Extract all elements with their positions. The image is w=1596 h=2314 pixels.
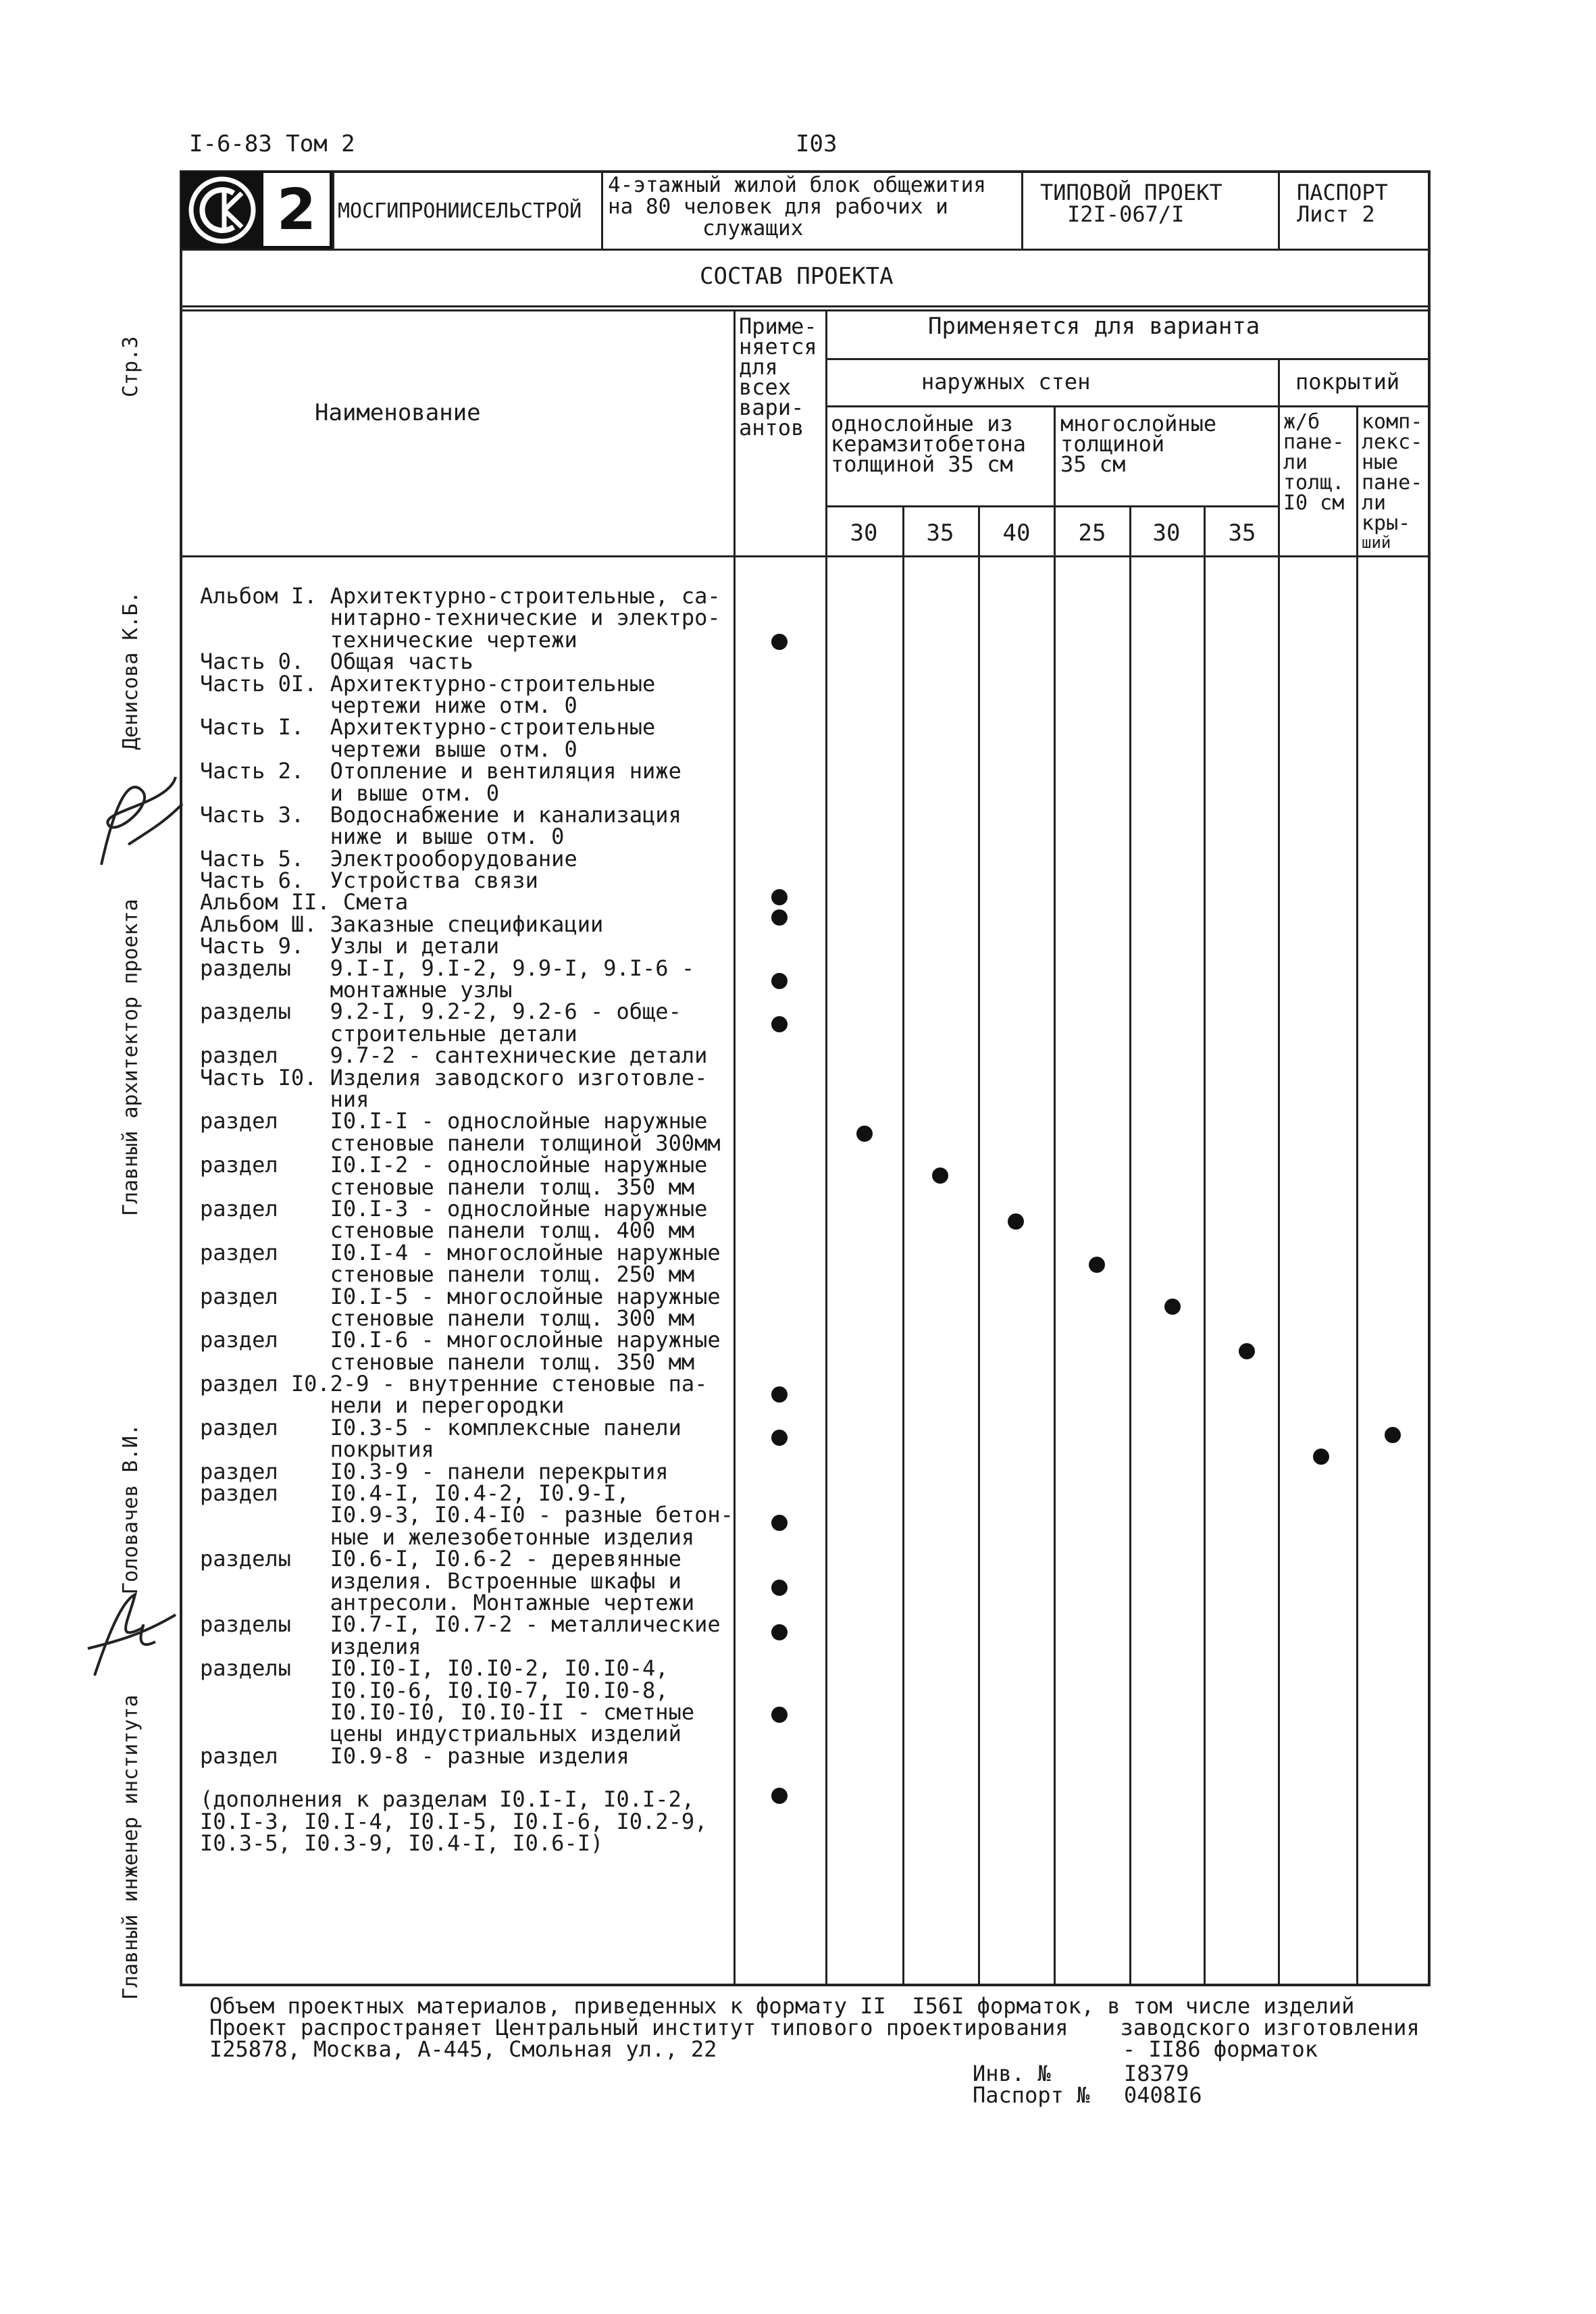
list-item: I0.9-3, I0.4-I0 - разные бетон- [200, 1502, 733, 1528]
list-item: и выше отм. 0 [200, 780, 500, 806]
list-item: ниже и выше отм. 0 [200, 824, 565, 850]
list-item: разделы 9.2-I, 9.2-2, 9.2-6 - обще- [200, 999, 681, 1025]
marker-coverings-complex [1385, 1427, 1401, 1443]
marker-sections-9-2 [771, 1016, 788, 1032]
complex-panels-header-4: пане- [1362, 471, 1423, 495]
marker-section-10-2-9 [771, 1386, 788, 1403]
list-item: стеновые панели толщ. 400 мм [200, 1217, 695, 1244]
passport-label: Паспорт № [973, 2082, 1090, 2108]
list-item: раздел I0.2-9 - внутренние стеновые па- [200, 1371, 708, 1397]
list-item: технические чертежи [200, 626, 577, 653]
list-item: раздел I0.I-I - однослойные наружные [200, 1108, 708, 1134]
list-item: стеновые панели толщиной 300мм [200, 1130, 721, 1156]
list-item: изделия [200, 1633, 421, 1659]
outer-walls-header: наружных стен [921, 369, 1091, 395]
marker-section-10-1-2 [932, 1167, 948, 1184]
list-item: изделия. Встроенные шкафы и [200, 1567, 681, 1594]
variant-value-30: 30 [850, 520, 878, 547]
engineer-signature [74, 1588, 182, 1682]
all-variants-header-2: няется [739, 334, 817, 359]
footer-formats: - II86 форматок [1123, 2036, 1318, 2062]
inventory-label: Инв. № [973, 2061, 1051, 2086]
margin-chief-engineer: Главный инженер института [119, 1694, 143, 2000]
marker-album-3 [771, 909, 788, 926]
object-line-3: служащих [702, 216, 804, 241]
list-item: цены индустриальных изделий [200, 1721, 681, 1747]
document-type: ПАСПОРТ [1297, 180, 1388, 205]
marker-additions [771, 1788, 788, 1804]
single-layer-header-2: керамзитобетона [831, 431, 1026, 457]
ck-logo-icon [185, 173, 259, 247]
complex-panels-header-5: ли [1362, 491, 1387, 515]
inventory-number: I8379 [1124, 2061, 1189, 2086]
margin-page-number: Стр.3 [119, 336, 143, 397]
list-item: покрытия [200, 1436, 434, 1463]
rc-panels-header-5: I0 см [1283, 491, 1345, 515]
list-item: разделы I0.I0-I, I0.I0-2, I0.I0-4, [200, 1655, 669, 1682]
logo-digit: 2 [263, 173, 330, 246]
list-item: Часть 6. Устройства связи [200, 867, 538, 894]
object-line-2: на 80 человек для рабочих и [608, 195, 948, 219]
rc-panels-header-1: ж/б [1283, 410, 1320, 434]
list-item: раздел I0.3-5 - комплексные панели [200, 1414, 681, 1440]
list-item: Часть 9. Узлы и детали [200, 933, 500, 959]
list-item: чертежи выше отм. 0 [200, 736, 577, 762]
complex-panels-header-7: ший [1362, 533, 1391, 552]
sheet-number: Лист 2 [1297, 201, 1375, 227]
list-item: монтажные узлы [200, 977, 513, 1003]
series-label: I-6-83 Том 2 [189, 130, 355, 157]
list-item: раздел I0.3-9 - панели перекрытия [200, 1458, 669, 1484]
complex-panels-header-1: комп- [1362, 410, 1423, 434]
list-item: антресоли. Монтажные чертежи [200, 1589, 695, 1615]
list-item: Часть I. Архитектурно-строительные [200, 714, 656, 740]
list-item: стеновые панели толщ. 300 мм [200, 1305, 695, 1331]
marker-section-10-1-6 [1239, 1343, 1255, 1359]
variant-value-35: 35 [926, 520, 954, 547]
multi-layer-header-2: толщиной [1060, 431, 1165, 457]
complex-panels-header-6: кры- [1362, 511, 1411, 535]
variant-value-40: 40 [1002, 520, 1031, 547]
project-composition-list [200, 585, 733, 1855]
marker-sections-10-7 [771, 1624, 788, 1640]
complex-panels-header-2: лекс- [1362, 430, 1423, 454]
applies-for-variant-header: Применяется для варианта [928, 313, 1260, 340]
object-line-1: 4-этажный жилой блок общежития [608, 173, 986, 197]
all-variants-header-1: Приме- [739, 313, 817, 339]
multi-layer-header-1: многослойные [1060, 411, 1217, 436]
all-variants-header-4: всех [739, 374, 792, 400]
list-item: раздел I0.I-6 - многослойные наружные [200, 1327, 721, 1353]
variant-value-25: 25 [1078, 520, 1106, 547]
section-title: СОСТАВ ПРОЕКТА [700, 263, 894, 290]
footer-volume: Объем проектных материалов, приведенных к формату II I56I форматок, в том числе изделий [209, 1993, 1355, 2019]
list-item: Альбом I. Архитектурно-строительные, са- [200, 583, 721, 609]
list-item: Часть I0. Изделия заводского изготовле- [200, 1064, 708, 1090]
list-item: Часть 0. Общая часть [200, 649, 473, 675]
list-item: разделы I0.6-I, I0.6-2 - деревянные [200, 1546, 681, 1572]
marker-section-10-1-4 [1089, 1257, 1105, 1273]
list-item: раздел 9.7-2 - сантехнические детали [200, 1042, 708, 1069]
list-item: (дополнения к разделам I0.I-I, I0.I-2, [200, 1786, 695, 1813]
list-item: разделы 9.I-I, 9.I-2, 9.9-I, 9.I-6 - [200, 955, 695, 981]
footer-address: I25878, Москва, А-445, Смольная ул., 22 [209, 2036, 717, 2062]
list-item: Альбом II. Смета [200, 889, 409, 915]
list-item: раздел I0.I-3 - однослойные наружные [200, 1195, 708, 1222]
marker-section-10-1-5 [1164, 1299, 1181, 1315]
organization-name: МОСГИПРОНИИСЕЛЬСТРОЙ [338, 199, 582, 223]
list-item: I0.3-5, I0.3-9, I0.4-I, I0.6-I) [200, 1830, 604, 1857]
marker-album-2 [771, 889, 788, 905]
logo [181, 172, 332, 249]
list-item: стеновые панели толщ. 350 мм [200, 1174, 695, 1200]
list-item: нитарно-технические и электро- [200, 605, 721, 631]
list-item: стеновые панели толщ. 350 мм [200, 1349, 695, 1375]
marker-sections-10-6 [771, 1580, 788, 1596]
marker-section-10-1-3 [1008, 1213, 1024, 1230]
all-variants-header-5: вари- [739, 395, 804, 420]
list-item: раздел I0.9-8 - разные изделия [200, 1742, 629, 1769]
marker-section-10-4 [771, 1515, 788, 1531]
all-variants-header-3: для [739, 354, 778, 380]
list-item: чертежи ниже отм. 0 [200, 692, 577, 718]
complex-panels-header-3: ные [1362, 451, 1399, 474]
architect-signature [88, 763, 189, 878]
multi-layer-header-3: 35 см [1060, 451, 1126, 477]
list-item: I0.I0-I0, I0.I0-II - сметные [200, 1699, 695, 1725]
all-variants-header-6: антов [739, 415, 804, 441]
list-item: разделы I0.7-I, I0.7-2 - металлические [200, 1611, 721, 1638]
marker-section-10-3-5 [771, 1430, 788, 1446]
coverings-header: покрытий [1295, 369, 1400, 395]
single-layer-header-1: однослойные из [831, 411, 1013, 436]
project-number: I2I-067/I [1067, 201, 1185, 227]
rc-panels-header-3: ли [1283, 451, 1308, 474]
list-item: стеновые панели толщ. 250 мм [200, 1261, 695, 1288]
list-item: раздел I0.I-5 - многослойные наружные [200, 1283, 721, 1309]
variant-value-30b: 30 [1152, 520, 1181, 547]
marker-coverings-rc [1313, 1449, 1329, 1465]
rc-panels-header-2: пане- [1283, 430, 1345, 454]
marker-album-1 [771, 634, 788, 650]
margin-chief-architect-name: Денисова К.Б. [119, 591, 143, 750]
list-item [200, 1767, 733, 1788]
variant-value-35b: 35 [1228, 520, 1256, 547]
list-item: Альбом Ш. Заказные спецификации [200, 911, 604, 937]
passport-number: 0408I6 [1124, 2082, 1202, 2108]
list-item: раздел I0.I-2 - однослойные наружные [200, 1152, 708, 1178]
list-item: I0.I0-6, I0.I0-7, I0.I0-8, [200, 1677, 669, 1703]
marker-sections-9-1 [771, 973, 788, 989]
marker-section-10-1-1 [856, 1126, 873, 1142]
list-item: ния [200, 1086, 369, 1112]
margin-chief-engineer-name: Головачев В.И. [119, 1424, 143, 1594]
list-item: нели и перегородки [200, 1392, 565, 1419]
footer-distributor: Проект распространяет Центральный институт типового проектирования заводского изготовления [209, 2015, 1420, 2040]
column-name-header: Наименование [315, 399, 481, 426]
single-layer-header-3: толщиной 35 см [831, 451, 1013, 477]
project-type: ТИПОВОЙ ПРОЕКТ [1040, 180, 1222, 205]
rc-panels-header-4: толщ. [1283, 471, 1345, 495]
page-number: I03 [796, 130, 838, 157]
list-item: ные и железобетонные изделия [200, 1524, 695, 1550]
margin-chief-architect: Главный архитектор проекта [119, 899, 143, 1216]
list-item: Часть 2. Отопление и вентиляция ниже [200, 758, 681, 784]
list-item: раздел I0.4-I, I0.4-2, I0.9-I, [200, 1480, 629, 1507]
list-item: строительные детали [200, 1020, 577, 1047]
list-item: Часть 3. Водоснабжение и канализация [200, 801, 681, 828]
list-item: Часть 0I. Архитектурно-строительные [200, 670, 656, 697]
list-item: раздел I0.I-4 - многослойные наружные [200, 1239, 721, 1265]
list-item: Часть 5. Электрооборудование [200, 845, 577, 872]
marker-sections-10-10 [771, 1707, 788, 1723]
list-item: I0.I-3, I0.I-4, I0.I-5, I0.I-6, I0.2-9, [200, 1808, 708, 1834]
